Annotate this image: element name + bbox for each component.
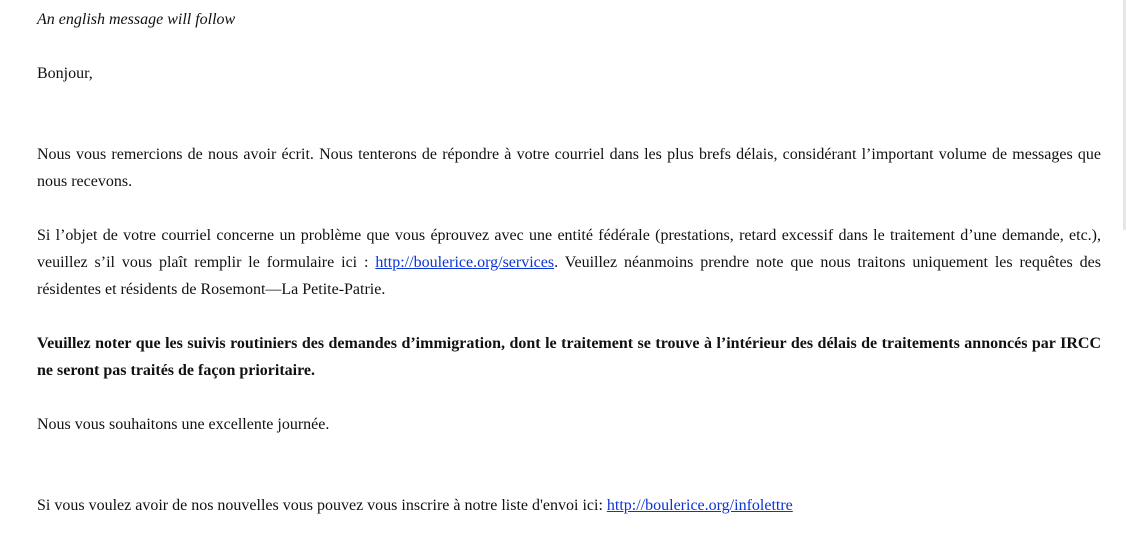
vertical-scrollbar[interactable] — [1121, 0, 1127, 546]
paragraph-federal-issue-tail: . Veuillez néanmoins prendre note que nous traitons uniquement les requêtes des résidentes et résidents de Rosemont—La Petite-Patrie. — [37, 254, 1101, 298]
paragraph-thanks: Nous vous remercions de nous avoir écrit. Nous tenterons de répondre à votre courriel dans les plus brefs délais, considérant l’important volume de messages que nous recevons. — [37, 146, 1101, 190]
services-link[interactable]: http://boulerice.org/services — [375, 254, 555, 271]
paragraph-closing: Nous vous souhaitons une excellente journée. — [37, 416, 330, 433]
paragraph-federal-issue-text: Si l’objet de votre courriel concerne un problème que vous éprouvez avec une entité fédérale (prestations, retard excessif dans le traitement d’une demande, etc.), veuillez s’il vous plaît remplir le formulaire ici : — [37, 227, 1101, 271]
paragraph-newsletter-text: Si vous voulez avoir de nos nouvelles vous pouvez vous inscrire à notre liste d'envoi ici: — [37, 497, 607, 514]
paragraph-newsletter — [37, 492, 793, 519]
greeting: Bonjour, — [37, 65, 93, 82]
english-notice: An english message will follow — [37, 11, 236, 28]
scrollbar-thumb[interactable] — [1123, 0, 1126, 230]
newsletter-link[interactable]: http://boulerice.org/infolettre — [606, 497, 793, 514]
paragraph-federal-issue — [37, 222, 1101, 303]
paragraph-immigration-notice: Veuillez noter que les suivis routiniers des demandes d’immigration, dont le traitement se trouve à l’intérieur des délais de traitements annoncés par IRCC ne seront pas traités de façon prioritaire. — [37, 335, 1101, 379]
